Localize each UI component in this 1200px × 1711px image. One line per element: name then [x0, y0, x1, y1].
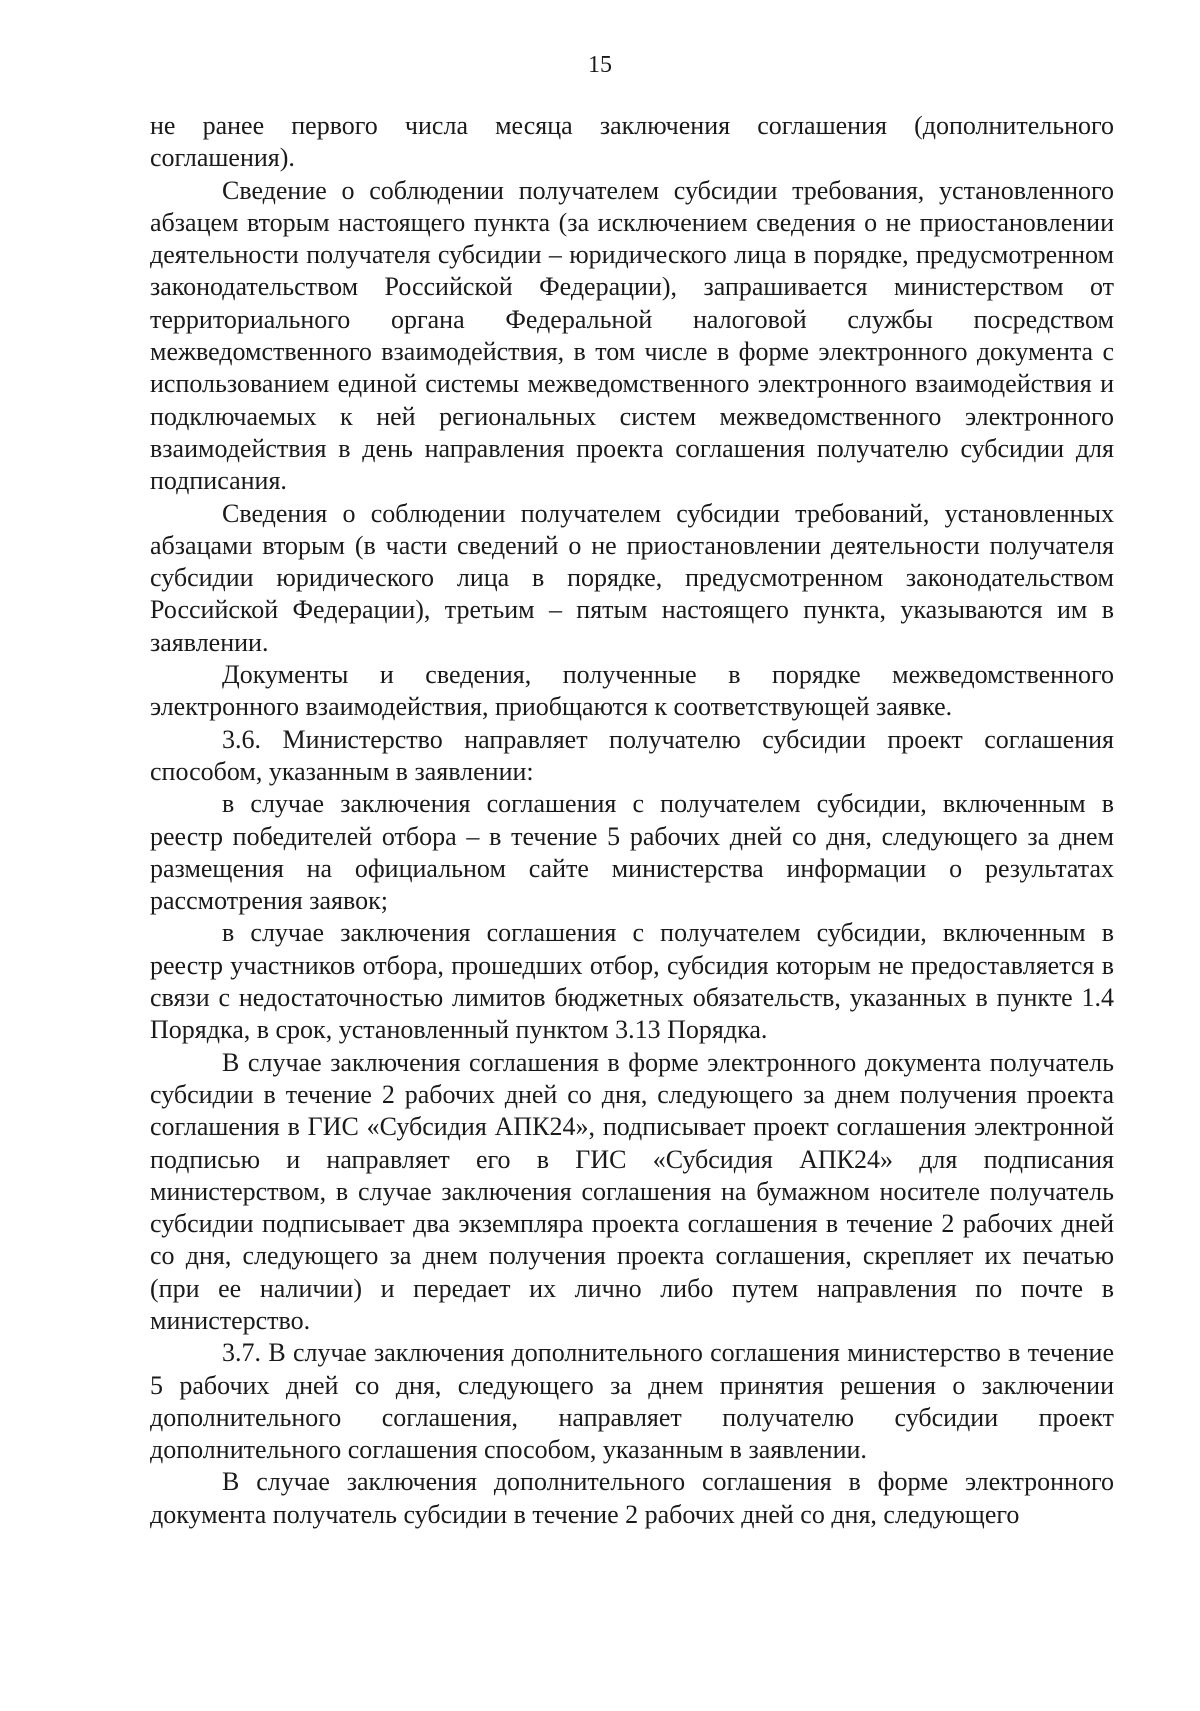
- paragraph-requirements-info: Сведения о соблюдении получателем субсидии требований, установленных абзацами вторым (в части сведений о не приостановлении деятельности получателя субсидии юридического лица в порядке, предусмотренном законодательством Российской Федерации), третьим – пятым настоящего пункта, указываются им в заявлении.: [150, 498, 1114, 657]
- paragraph-3-6: 3.6. Министерство направляет получателю субсидии проект соглашения способом, указанным в заявлении:: [150, 724, 1114, 786]
- paragraph-electronic-signing: В случае заключения соглашения в форме электронного документа получатель субсидии в течение 2 рабочих дней со дня, следующего за днем получения проекта соглашения в ГИС «Субсидия АПК24», подписывает проект соглашения электронной подписью и направляет его в ГИС «Субсидия АПК24» для подписания министерством, в случае заключения соглашения на бумажном носителе получатель субсидии подписывает два экземпляра проекта соглашения в течение 2 рабочих дней со дня, следующего за днем получения проекта соглашения, скрепляет их печатью (при ее наличии) и передает их лично либо путем направления по почте в министерство.: [150, 1047, 1114, 1335]
- paragraph-winners-registry: в случае заключения соглашения с получателем субсидии, включенным в реестр победителей отбора – в течение 5 рабочих дней со дня, следующего за днем размещения на официальном сайте министерства информации о результатах рассмотрения заявок;: [150, 789, 1114, 916]
- page-number: 15: [588, 52, 612, 78]
- paragraph-additional-agreement: В случае заключения дополнительного соглашения в форме электронного документа получатель субсидии в течение 2 рабочих дней со дня, следующего: [150, 1467, 1114, 1529]
- paragraph-continuation: не ранее первого числа месяца заключения соглашения (дополнительного соглашения).: [150, 111, 1114, 173]
- paragraph-3-7: 3.7. В случае заключения дополнительного соглашения министерство в течение 5 рабочих дней со дня, следующего за днем принятия решения о заключении дополнительного соглашения, направляет получателю субсидии проект дополнительного соглашения способом, указанным в заявлении.: [150, 1338, 1114, 1465]
- paragraph-documents: Документы и сведения, полученные в порядке межведомственного электронного взаимодействия, приобщаются к соответствующей заявке.: [150, 660, 1114, 722]
- paragraph-participants-registry: в случае заключения соглашения с получателем субсидии, включенным в реестр участников отбора, прошедших отбор, субсидия которым не предоставляется в связи с недостаточностью лимитов бюджетных обязательств, указанных в пункте 1.4 Порядка, в срок, установленный пунктом 3.13 Порядка.: [150, 918, 1114, 1045]
- paragraph-request-info: Сведение о соблюдении получателем субсидии требования, установленного абзацем вторым настоящего пункта (за исключением сведения о не приостановлении деятельности получателя субсидии – юридического лица в порядке, предусмотренном законодательством Российской Федерации), запрашивается министерством от территориального органа Федеральной налоговой службы посредством межведомственного взаимодействия, в том числе в форме электронного документа с использованием единой системы межведомственного электронного взаимодействия и подключаемых к ней региональных систем межведомственного электронного взаимодействия в день направления проекта соглашения получателю субсидии для подписания.: [150, 175, 1114, 496]
- document-body: [150, 110, 1114, 1531]
